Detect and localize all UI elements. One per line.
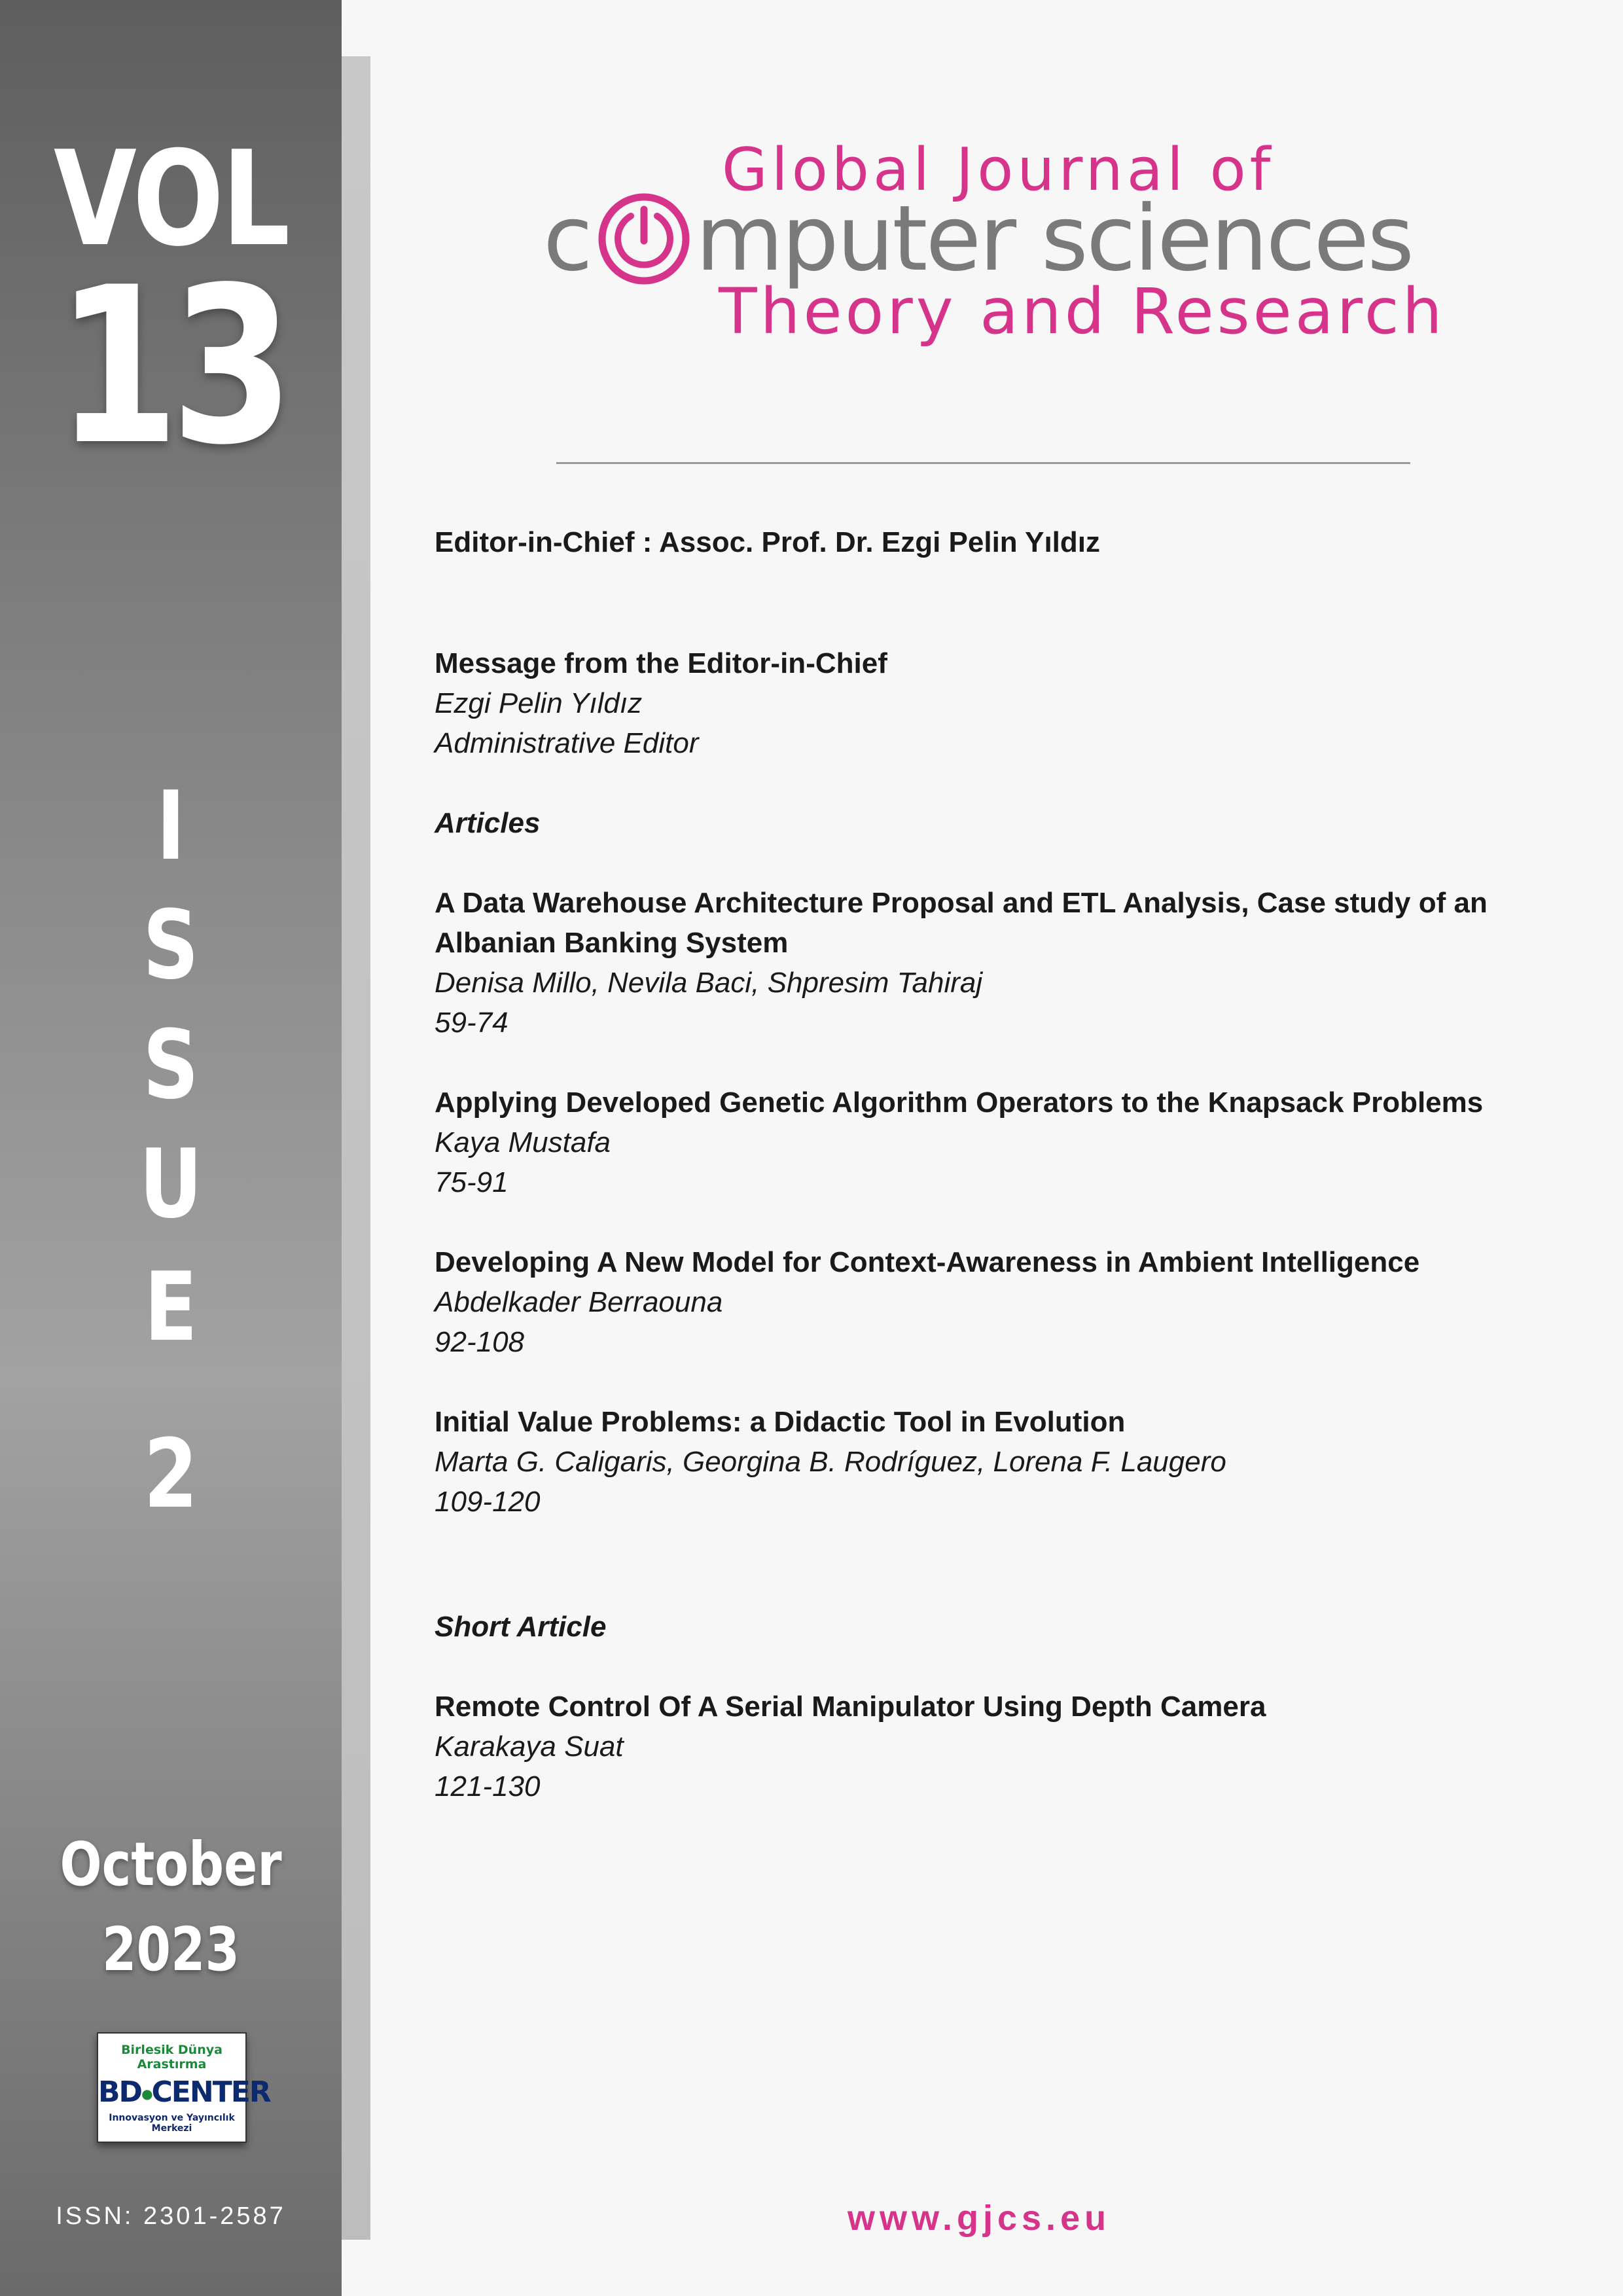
message-role: Administrative Editor bbox=[435, 727, 699, 759]
power-icon bbox=[595, 190, 693, 288]
volume-label: VOL bbox=[53, 123, 289, 276]
journal-title-rest: mputer sciences bbox=[695, 186, 1413, 291]
article-title: Developing A New Model for Context-Awareness in Ambient Intelligence bbox=[435, 1246, 1420, 1278]
article-entry bbox=[435, 1402, 1560, 1522]
message-author: Ezgi Pelin Yıldız bbox=[435, 687, 643, 719]
table-of-contents bbox=[435, 524, 1560, 1806]
editor-in-chief: Editor-in-Chief : Assoc. Prof. Dr. Ezgi Pelin Yıldız bbox=[435, 526, 1101, 558]
article-title: Initial Value Problems: a Didactic Tool in Evolution bbox=[435, 1406, 1126, 1438]
article-authors: Marta G. Caligaris, Georgina B. Rodríguez, Lorena F. Laugero bbox=[435, 1446, 1226, 1478]
journal-title-line2 bbox=[543, 186, 1413, 291]
editor-message bbox=[435, 643, 1560, 763]
issn: ISSN: 2301-2587 bbox=[56, 2202, 286, 2230]
article-authors: Kaya Mustafa bbox=[435, 1126, 611, 1158]
article-pages: 121-130 bbox=[435, 1770, 541, 1803]
article-title: Applying Developed Genetic Algorithm Operators to the Knapsack Problems bbox=[435, 1086, 1484, 1119]
article-title: A Data Warehouse Architecture Proposal and ETL Analysis, Case study of an Albanian Banking System bbox=[435, 887, 1488, 959]
article-authors: Denisa Millo, Nevila Baci, Shpresim Tahiraj bbox=[435, 967, 983, 999]
article-entry bbox=[435, 1687, 1560, 1806]
publisher-logo-bottom-text: Innovasyon ve Yayıncılık Merkezi bbox=[109, 2113, 235, 2134]
publisher-logo-right: CENTER bbox=[151, 2075, 270, 2109]
issue-number: 2 bbox=[143, 1419, 198, 1530]
publisher-logo-mark bbox=[98, 2075, 270, 2109]
article-entry bbox=[435, 1083, 1560, 1202]
journal-title-c: c bbox=[543, 186, 591, 291]
message-title: Message from the Editor-in-Chief bbox=[435, 647, 887, 679]
article-pages: 92-108 bbox=[435, 1326, 525, 1358]
article-title: Remote Control Of A Serial Manipulator Using Depth Camera bbox=[435, 1691, 1266, 1723]
website-link[interactable]: www.gjcs.eu bbox=[847, 2198, 1111, 2238]
article-entry bbox=[435, 1242, 1560, 1362]
issue-letter: E bbox=[144, 1252, 198, 1363]
divider bbox=[556, 462, 1410, 464]
article-pages: 109-120 bbox=[435, 1486, 541, 1518]
volume-number: 13 bbox=[56, 241, 286, 492]
publisher-logo-top-text: Birlesik Dünya Arastırma bbox=[121, 2043, 223, 2072]
articles-heading: Articles bbox=[435, 807, 541, 839]
article-authors: Abdelkader Berraouna bbox=[435, 1286, 723, 1318]
globe-icon: ● bbox=[141, 2086, 152, 2102]
issue-letter: U bbox=[139, 1129, 203, 1240]
journal-title-line1: Global Journal of bbox=[722, 135, 1275, 204]
issue-letter: S bbox=[143, 890, 199, 1001]
issue-letter: S bbox=[143, 1010, 199, 1121]
issue-month: October bbox=[60, 1829, 282, 1899]
article-pages: 75-91 bbox=[435, 1166, 508, 1198]
article-pages: 59-74 bbox=[435, 1007, 508, 1039]
issue-letter: I bbox=[156, 771, 186, 882]
publisher-logo-left: BD bbox=[98, 2075, 142, 2109]
issue-year: 2023 bbox=[102, 1914, 240, 1984]
short-article-heading: Short Article bbox=[435, 1611, 607, 1643]
sidebar-stripe bbox=[342, 56, 370, 2240]
article-entry bbox=[435, 883, 1560, 1043]
journal-title-line3: Theory and Research bbox=[719, 275, 1446, 348]
article-authors: Karakaya Suat bbox=[435, 1731, 624, 1763]
publisher-logo bbox=[97, 2032, 270, 2143]
